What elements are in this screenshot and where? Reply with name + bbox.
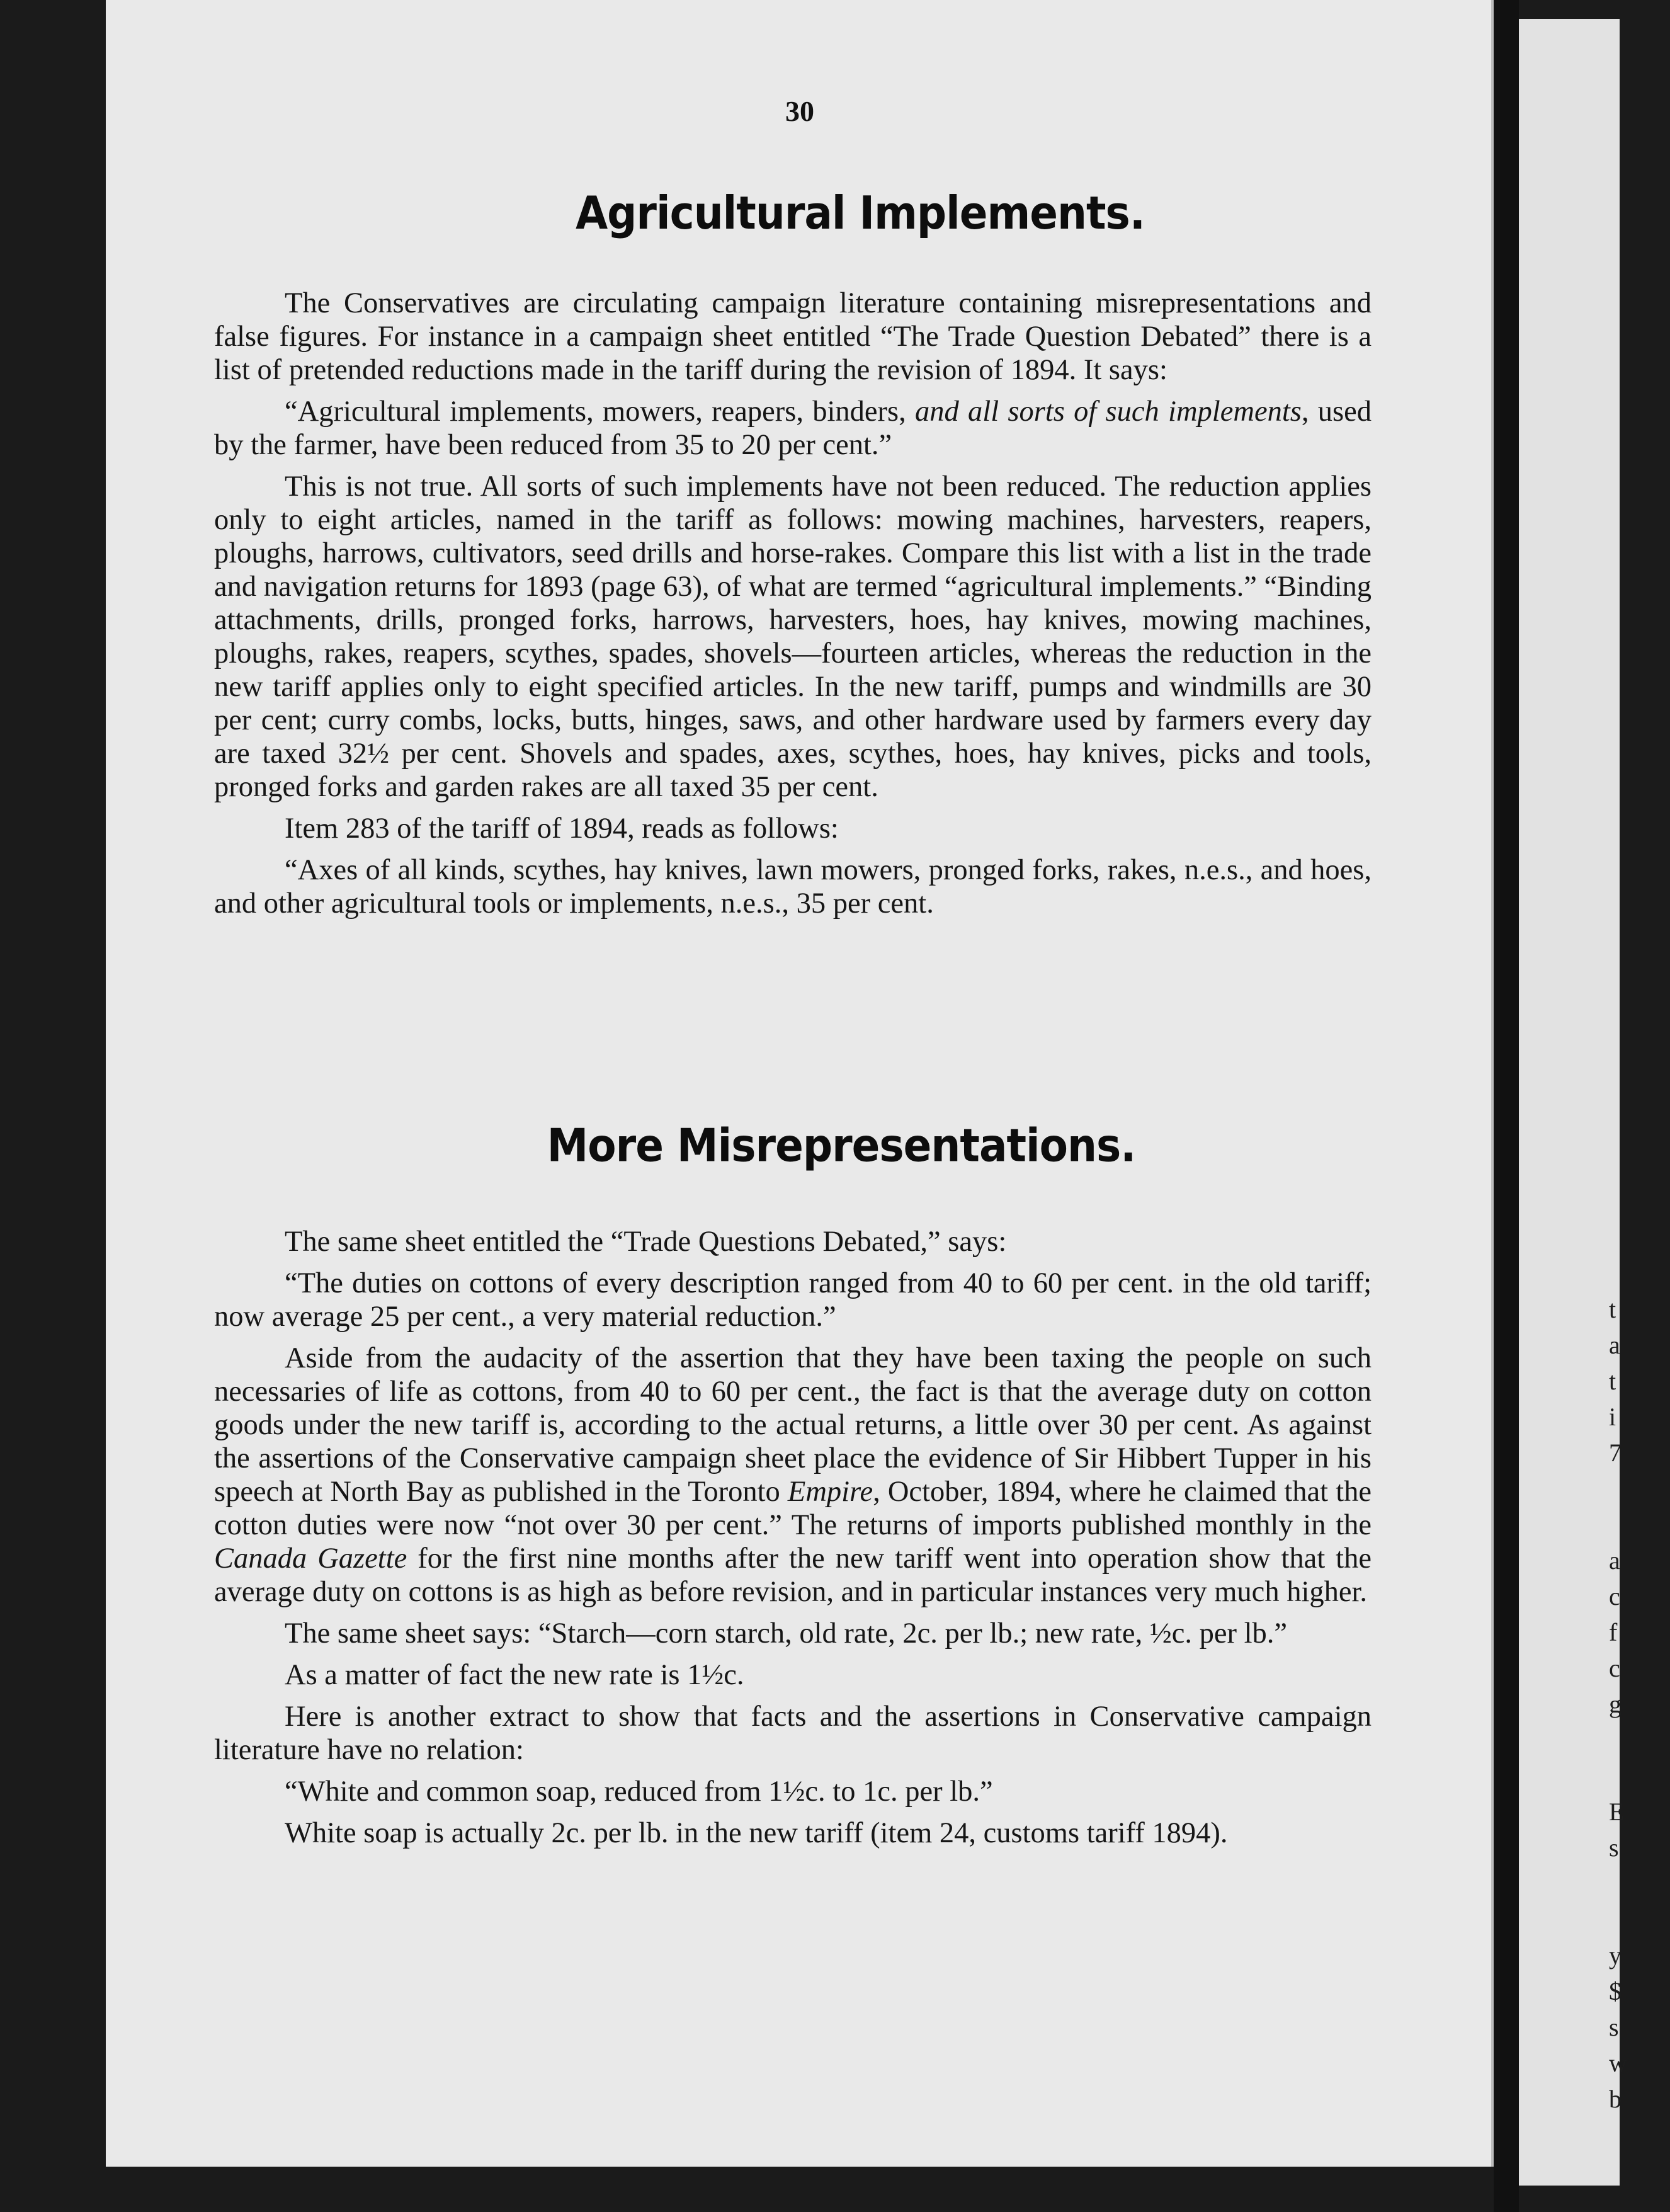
paragraph: The same sheet entitled the “Trade Questions Debated,” says: — [285, 1226, 1007, 1258]
page-number: 30 — [785, 95, 814, 127]
paragraph: Item 283 of the tariff of 1894, reads as follows: — [285, 812, 839, 845]
edge-letter: a — [1609, 1331, 1620, 1359]
paragraph: This is not true. All sorts of such implements have not been reduced. The reduction applies only to eight articles, named in the tariff as follows: mowing machines, harvesters, reapers, ploughs, harrows, cultivators, seed drills and horse-rakes. Compare this list with a list in the trade and navigation returns for 1893 (page 63), of what are termed “agricultural implements.” “Binding attachments, drills, pronged forks, harrows, harvesters, hoes, hay knives, mowing machines, ploughs, rakes, reapers, scythes, spades, shovels—fourteen articles, whereas the reduction in the new tariff applies only to eight specified articles. In the new tariff, pumps and windmills are 30 per cent; curry combs, locks, butts, hinges, saws, and other hardware used by farmers every day are taxed 32½ per cent. Shovels and spades, axes, scythes, hoes, hay knives, picks and tools, pronged forks and garden rakes are all taxed 35 per cent. — [214, 470, 1372, 803]
paragraph: White soap is actually 2c. per lb. in the new tariff (item 24, customs tariff 1894). — [285, 1817, 1228, 1849]
paragraph: Aside from the audacity of the assertion that they have been taxing the people on such necessaries of life as cottons, from 40 to 60 per cent., the fact is that the average duty on cotton goods under the new tariff is, according to the actual returns, a little over 30 per cent. As against the assertions of the Conservative campaign sheet place the evidence of Sir Hibbert Tupper in his speech at North Bay as published in the Toronto Empire, October, 1894, where he claimed that the cotton duties were now “not over 30 per cent.” The returns of imports published monthly in the Canada Gazette for the first nine months after the new tariff went into operation show that the average duty on cottons is as high as before revision, and in particular instances very much higher. — [214, 1342, 1372, 1608]
edge-letter: E — [1609, 1798, 1625, 1826]
quote-paragraph: “White and common soap, reduced from 1½c. to 1c. per lb.” — [285, 1776, 993, 1808]
edge-letter: t — [1609, 1295, 1616, 1323]
edge-letter: c — [1609, 1582, 1620, 1611]
edge-letter: 7 — [1609, 1439, 1622, 1467]
section-body-more-misrepresentations — [214, 1225, 1372, 1858]
edge-letter: y — [1609, 1941, 1622, 1970]
edge-letter: f — [1609, 1618, 1618, 1646]
book-spine — [1494, 0, 1519, 2212]
adjacent-page-text-fragments — [1609, 1291, 1627, 2117]
edge-letter: w — [1609, 2049, 1627, 2077]
edge-letter — [1609, 1471, 1620, 1507]
paragraph: The same sheet says: “Starch—corn starch, old rate, 2c. per lb.; new rate, ½c. per lb.” — [285, 1617, 1288, 1650]
adjacent-page-edge — [1519, 19, 1627, 2186]
edge-letter — [1609, 1866, 1620, 1901]
edge-letter: b — [1609, 2085, 1622, 2113]
section-heading-more-misrepresentations: More Misrepresentations. — [547, 1119, 1136, 1172]
section-heading-agricultural-implements: Agricultural Implements. — [576, 186, 1145, 240]
edge-letter: a — [1609, 1546, 1620, 1575]
edge-letter: $ — [1609, 1977, 1622, 2005]
edge-letter — [1609, 1901, 1620, 1937]
paragraph: Here is another extract to show that facts and the assertions in Conservative campaign literature have no relation: — [214, 1701, 1372, 1766]
edge-letter: g — [1609, 1690, 1622, 1718]
edge-letter: s — [1609, 2013, 1619, 2041]
quote-paragraph: “The duties on cottons of every description ranged from 40 to 60 per cent. in the old tariff; now average 25 per cent., a very material reduction.” — [214, 1267, 1372, 1333]
edge-letter — [1609, 1507, 1620, 1542]
edge-letter — [1609, 1758, 1620, 1794]
paragraph: As a matter of fact the new rate is 1½c. — [285, 1659, 744, 1691]
edge-letter: c — [1609, 1654, 1620, 1682]
edge-letter: t — [1609, 1367, 1616, 1395]
quote-paragraph: “Axes of all kinds, scythes, hay knives, lawn mowers, pronged forks, rakes, n.e.s., and hoes, and other agricultural tools or implements, n.e.s., 35 per cent. — [214, 854, 1372, 920]
paragraph: The Conservatives are circulating campaign literature containing misrepresentations and false figures. For instance in a campaign sheet entitled “The Trade Question Debated” there is a list of pretended reductions made in the tariff during the revision of 1894. It says: — [214, 287, 1372, 386]
edge-letter: i — [1609, 1403, 1616, 1431]
edge-letter — [1609, 1722, 1620, 1758]
quote-paragraph: “Agricultural implements, mowers, reapers, binders, and all sorts of such implements, used by the farmer, have been reduced from 35 to 20 per cent.” — [214, 396, 1372, 461]
section-body-agricultural-implements — [214, 287, 1372, 928]
edge-letter: s — [1609, 1833, 1619, 1862]
